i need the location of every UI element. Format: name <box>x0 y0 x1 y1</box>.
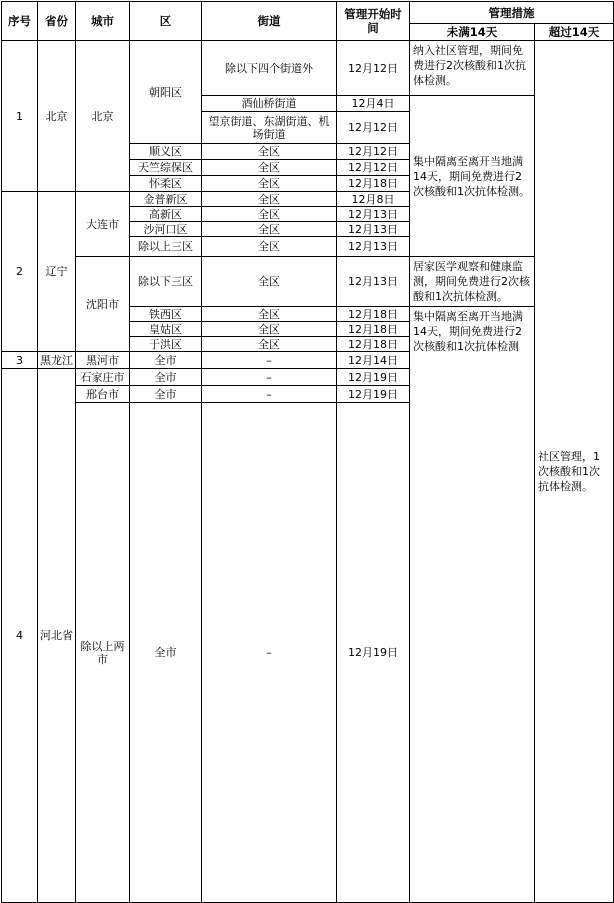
district-cell: 天竺综保区 <box>130 160 202 176</box>
date-cell: 12月12日 <box>337 160 410 176</box>
seq-cell: 3 <box>2 352 38 369</box>
street-cell: 酒仙桥街道 <box>202 96 337 112</box>
street-cell: 全区 <box>202 144 337 160</box>
province-cell: 辽宁 <box>38 192 76 352</box>
district-cell: 全市 <box>130 386 202 403</box>
district-cell: 除以上三区 <box>130 237 202 257</box>
date-cell: 12月13日 <box>337 207 410 222</box>
header-measures: 管理措施 <box>410 2 614 24</box>
date-cell: 12月18日 <box>337 307 410 322</box>
street-cell: 除以下四个街道外 <box>202 41 337 96</box>
date-cell: 12月14日 <box>337 352 410 369</box>
date-cell: 12月8日 <box>337 192 410 207</box>
district-cell: 沙河口区 <box>130 222 202 237</box>
date-cell: 12月13日 <box>337 257 410 307</box>
date-cell: 12月19日 <box>337 386 410 403</box>
district-cell: 于洪区 <box>130 337 202 352</box>
date-cell: 12月4日 <box>337 96 410 112</box>
street-cell: – <box>202 352 337 369</box>
header-district: 区 <box>130 2 202 41</box>
measure-cell: 纳入社区管理，期间免费进行2次核酸和1次抗体检测。 <box>410 41 535 96</box>
date-cell: 12月19日 <box>337 403 410 903</box>
street-cell: – <box>202 386 337 403</box>
header-province: 省份 <box>38 2 76 41</box>
header-seq: 序号 <box>2 2 38 41</box>
city-cell: 黑河市 <box>76 352 130 369</box>
date-cell: 12月12日 <box>337 144 410 160</box>
street-cell: 全区 <box>202 160 337 176</box>
date-cell: 12月12日 <box>337 41 410 96</box>
street-cell: 全区 <box>202 176 337 192</box>
street-cell: 全区 <box>202 322 337 337</box>
district-cell: 铁西区 <box>130 307 202 322</box>
date-cell: 12月18日 <box>337 176 410 192</box>
street-cell: 全区 <box>202 222 337 237</box>
seq-cell: 4 <box>2 369 38 903</box>
district-cell: 全市 <box>130 352 202 369</box>
measure-over-14-cell: 社区管理，1次核酸和1次抗体检测。 <box>535 41 614 903</box>
header-street: 街道 <box>202 2 337 41</box>
district-cell: 皇姑区 <box>130 322 202 337</box>
city-cell: 邢台市 <box>76 386 130 403</box>
city-cell: 石家庄市 <box>76 369 130 386</box>
header-start-time: 管理开始时间 <box>337 2 410 41</box>
city-cell: 北京 <box>76 41 130 192</box>
header-city: 城市 <box>76 2 130 41</box>
city-cell: 除以上两市 <box>76 403 130 903</box>
street-cell: 全区 <box>202 192 337 207</box>
district-cell: 怀柔区 <box>130 176 202 192</box>
date-cell: 12月18日 <box>337 322 410 337</box>
seq-cell: 2 <box>2 192 38 352</box>
province-cell: 河北省 <box>38 369 76 903</box>
district-cell: 除以下三区 <box>130 257 202 307</box>
district-cell: 高新区 <box>130 207 202 222</box>
district-cell: 全市 <box>130 403 202 903</box>
date-cell: 12月13日 <box>337 237 410 257</box>
measure-cell: 集中隔离至离开当地满14天，期间免费进行2次核酸和1次抗体检测。 <box>410 96 535 257</box>
street-cell: 全区 <box>202 207 337 222</box>
date-cell: 12月19日 <box>337 369 410 386</box>
street-cell: 望京街道、东湖街道、机场街道 <box>202 112 337 144</box>
date-cell: 12月18日 <box>337 337 410 352</box>
province-cell: 北京 <box>38 41 76 192</box>
street-cell: 全区 <box>202 237 337 257</box>
district-cell: 朝阳区 <box>130 41 202 144</box>
district-cell: 顺义区 <box>130 144 202 160</box>
province-cell: 黑龙江 <box>38 352 76 369</box>
street-cell: – <box>202 403 337 903</box>
date-cell: 12月13日 <box>337 222 410 237</box>
date-cell: 12月12日 <box>337 112 410 144</box>
street-cell: 全区 <box>202 337 337 352</box>
seq-cell: 1 <box>2 41 38 192</box>
control-measures-table <box>1 1 614 903</box>
street-cell: 全区 <box>202 257 337 307</box>
city-cell: 沈阳市 <box>76 257 130 352</box>
district-cell: 全市 <box>130 369 202 386</box>
header-under-14-days: 未满14天 <box>410 24 535 41</box>
district-cell: 金普新区 <box>130 192 202 207</box>
measure-cell: 集中隔离至离开当地满14天，期间免费进行2次核酸和1次抗体检测 <box>410 307 535 903</box>
city-cell: 大连市 <box>76 192 130 257</box>
street-cell: 全区 <box>202 307 337 322</box>
header-over-14-days: 超过14天 <box>535 24 614 41</box>
measure-cell: 居家医学观察和健康监测，期间免费进行2次核酸和1次抗体检测。 <box>410 257 535 307</box>
street-cell: – <box>202 369 337 386</box>
